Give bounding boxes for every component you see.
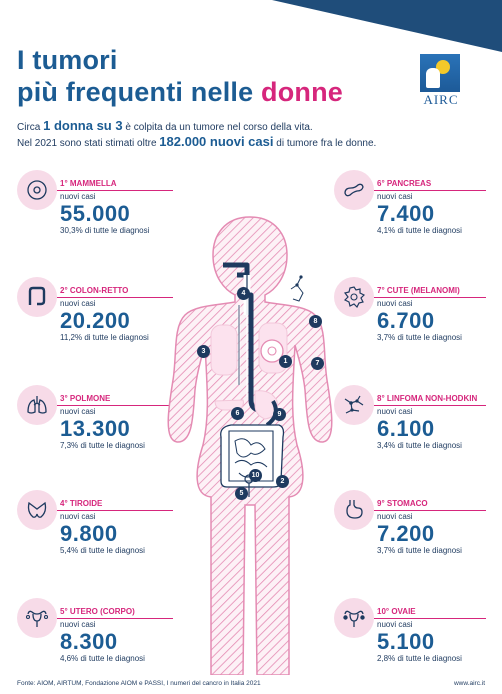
intro-line-1: Circa 1 donna su 3 è colpita da un tumore nel corso della vita. (17, 118, 313, 133)
breast-icon (17, 170, 57, 210)
tumor-share: 4,1% di tutte le diagnosi (377, 226, 462, 235)
tumor-cases: 9.800 (60, 521, 118, 546)
tumor-cases: 20.200 (60, 308, 131, 333)
tumor-rank-label: 7° CUTE (MELANOMI) (377, 286, 460, 295)
marker-5: 5 (235, 487, 248, 500)
tumor-entry-stomach (334, 490, 484, 570)
tumor-rank-label: 4° TIROIDE (60, 499, 103, 508)
marker-1: 1 (279, 355, 292, 368)
tumor-entry-skin (334, 277, 484, 357)
pancreas-icon (334, 170, 374, 210)
tumor-entry-pancreas (334, 170, 484, 250)
tumor-rank-label: 9° STOMACO (377, 499, 428, 508)
marker-6: 6 (231, 407, 244, 420)
intro-line-2: Nel 2021 sono stati stimati oltre 182.000 nuovi casi di tumore fra le donne. (17, 134, 377, 149)
tumor-entry-lung (17, 385, 167, 465)
title-line-2: più frequenti nelle (17, 77, 262, 107)
marker-2: 2 (276, 475, 289, 488)
new-cases-label: nuovi casi (377, 299, 413, 308)
new-cases-label: nuovi casi (60, 512, 96, 521)
tumor-rank-label: 8° LINFOMA NON-HODKIN (377, 394, 478, 403)
tumor-rank-label: 6° PANCREAS (377, 179, 432, 188)
tumor-share: 5,4% di tutte le diagnosi (60, 546, 145, 555)
marker-10: 10 (249, 469, 262, 482)
marker-7: 7 (311, 357, 324, 370)
tumor-share: 3,4% di tutte le diagnosi (377, 441, 462, 450)
page-title (17, 44, 343, 108)
new-cases-label: nuovi casi (377, 512, 413, 521)
tumor-cases: 7.400 (377, 201, 435, 226)
tumor-cases: 8.300 (60, 629, 118, 654)
airc-logo (414, 54, 468, 110)
tumor-share: 3,7% di tutte le diagnosi (377, 546, 462, 555)
title-highlight: donne (261, 77, 344, 107)
marker-9: 9 (273, 408, 286, 421)
tumor-entry-breast (17, 170, 167, 250)
tumor-rank-label: 5° UTERO (CORPO) (60, 607, 135, 616)
tumor-share: 4,6% di tutte le diagnosi (60, 654, 145, 663)
tumor-cases: 55.000 (60, 201, 131, 226)
new-cases-label: nuovi casi (60, 407, 96, 416)
tumor-cases: 6.100 (377, 416, 435, 441)
tumor-rank-label: 3° POLMONE (60, 394, 111, 403)
tumor-entry-thyroid (17, 490, 167, 570)
tumor-cases: 13.300 (60, 416, 131, 441)
lungs-icon (17, 385, 57, 425)
tumor-entry-ovaries (334, 598, 484, 678)
tumor-entry-colon (17, 277, 167, 357)
tumor-entry-lymphoma (334, 385, 484, 465)
tumor-entry-uterus (17, 598, 167, 678)
tumor-share: 7,3% di tutte le diagnosi (60, 441, 145, 450)
marker-8: 8 (309, 315, 322, 328)
tumor-share: 30,3% di tutte le diagnosi (60, 226, 150, 235)
tumor-share: 3,7% di tutte le diagnosi (377, 333, 462, 342)
marker-4: 4 (237, 287, 250, 300)
logo-text: AIRC (423, 92, 459, 107)
uterus-icon (17, 598, 57, 638)
new-cases-label: nuovi casi (60, 620, 96, 629)
body-illustration (155, 205, 345, 675)
website-link[interactable]: www.airc.it (453, 680, 485, 687)
tumor-rank-label: 10° OVAIE (377, 607, 416, 616)
new-cases-label: nuovi casi (377, 620, 413, 629)
new-cases-label: nuovi casi (377, 192, 413, 201)
new-cases-label: nuovi casi (60, 299, 96, 308)
tumor-cases: 6.700 (377, 308, 435, 333)
title-line-1: I tumori (17, 45, 118, 75)
tumor-rank-label: 2° COLON-RETTO (60, 286, 129, 295)
colon-icon (17, 277, 57, 317)
new-cases-label: nuovi casi (60, 192, 96, 201)
tumor-share: 11,2% di tutte le diagnosi (60, 333, 149, 342)
source-note: Fonte: AIOM, AIRTUM, Fondazione AIOM e PASSI, I numeri del cancro in Italia 2021 (17, 680, 261, 687)
marker-3: 3 (197, 345, 210, 358)
tumor-rank-label: 1° MAMMELLA (60, 179, 117, 188)
tumor-cases: 5.100 (377, 629, 435, 654)
tumor-cases: 7.200 (377, 521, 435, 546)
thyroid-icon (17, 490, 57, 530)
tumor-share: 2,8% di tutte le diagnosi (377, 654, 462, 663)
new-cases-label: nuovi casi (377, 407, 413, 416)
